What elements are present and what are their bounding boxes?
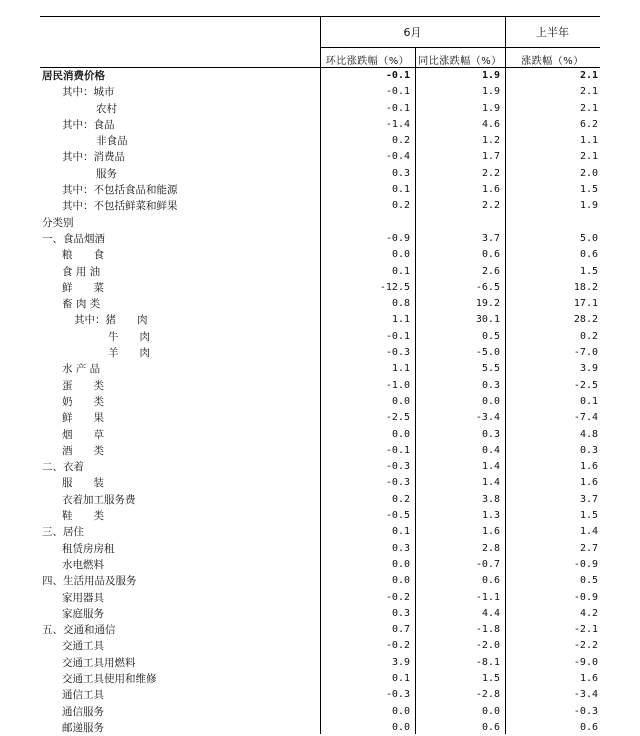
mom-value: 0.1 [391,526,410,538]
yoy-value: 0.5 [481,330,500,342]
table-row [0,622,640,638]
yoy-value: 4.4 [481,607,500,619]
mom-value: 0.7 [391,624,410,636]
half-year-value: 1.5 [579,184,598,196]
yoy-column-header: 同比涨跌幅（%） [418,56,502,67]
half-year-value: -2.5 [573,379,598,391]
mom-value: 0.1 [391,672,410,684]
mom-value: -0.1 [385,444,410,456]
half-year-value: 0.2 [579,330,598,342]
mom-value: -2.5 [385,412,410,424]
mom-value: 0.2 [391,493,410,505]
mom-value: -0.3 [385,347,410,359]
yoy-value: 1.6 [481,184,500,196]
half-year-value: 2.1 [579,86,598,98]
row-label: 畜 肉 类 [62,298,101,311]
half-year-value: 5.0 [579,232,598,244]
half-year-value: 0.6 [579,249,598,261]
yoy-value: 0.6 [481,575,500,587]
row-label: 五、交通和通信 [42,624,116,637]
mom-value: -1.0 [385,379,410,391]
yoy-value: 0.6 [481,249,500,261]
table-row [0,296,640,312]
half-year-value: 0.6 [579,721,598,733]
yoy-value: 1.9 [481,86,500,98]
half-year-value: 1.6 [579,461,598,473]
table-row [0,247,640,263]
mom-value: 0.3 [391,542,410,554]
table-row [0,215,640,231]
mom-value: 0.3 [391,607,410,619]
table-row [0,394,640,410]
mom-column-header: 环比涨跌幅（%） [325,56,410,67]
row-label: 鲜 菜 [62,281,104,294]
table-row [0,573,640,589]
half-year-value: 2.1 [579,102,598,114]
row-label: 家庭服务 [62,607,104,620]
yoy-value: -6.5 [475,281,500,293]
row-label: 食 用 油 [62,265,101,278]
row-label: 奶 类 [62,395,104,408]
yoy-value: 3.8 [481,493,500,505]
yoy-value: 0.0 [481,395,500,407]
table-row [0,475,640,491]
table-body [0,68,640,736]
table-row [0,264,640,280]
table-row [0,329,640,345]
row-label: 交通工具用燃料 [62,656,136,669]
yoy-value: 1.4 [481,477,500,489]
table-row [0,361,640,377]
mom-value: 0.1 [391,265,410,277]
row-label: 四、生活用品及服务 [42,575,137,588]
table-row [0,427,640,443]
yoy-value: 0.0 [481,705,500,717]
table-row [0,280,640,296]
table-row [0,117,640,133]
mom-value: -0.2 [385,640,410,652]
half-column-header: 涨跌幅（%） [521,56,584,67]
row-label: 鲜 果 [62,412,104,425]
half-year-value: 3.7 [579,493,598,505]
yoy-value: 2.6 [481,265,500,277]
table-row [0,524,640,540]
yoy-value: -8.1 [475,656,500,668]
mom-value: -0.1 [385,86,410,98]
yoy-value: 0.3 [481,428,500,440]
yoy-value: 2.8 [481,542,500,554]
table-row [0,704,640,720]
table-row [0,101,640,117]
row-label: 二、衣着 [42,461,84,474]
mom-value: 0.0 [391,428,410,440]
mom-value: 0.3 [391,167,410,179]
yoy-value: 1.2 [481,135,500,147]
half-year-value: 2.1 [579,70,598,81]
row-label: 邮递服务 [62,721,104,734]
table-row [0,655,640,671]
row-label: 羊 肉 [108,347,150,360]
table-row [0,166,640,182]
table-row [0,508,640,524]
row-label: 其中：不包括食品和能源 [62,184,178,197]
table-row [0,590,640,606]
half-year-value: -3.4 [573,689,598,701]
mom-value: 0.2 [391,200,410,212]
table-row [0,410,640,426]
row-label: 三、居住 [42,526,84,539]
table-row [0,345,640,361]
table-row [0,149,640,165]
yoy-value: -5.0 [475,347,500,359]
row-label: 蛋 类 [62,379,104,392]
table-row [0,541,640,557]
half-year-value: 0.5 [579,575,598,587]
mom-value: 0.0 [391,721,410,733]
half-year-value: 17.1 [573,298,598,310]
half-year-value: 1.6 [579,672,598,684]
half-year-value: 3.9 [579,363,598,375]
yoy-value: 0.3 [481,379,500,391]
yoy-value: -1.8 [475,624,500,636]
half-year-value: 1.5 [579,510,598,522]
table-row [0,198,640,214]
yoy-value: 1.9 [481,70,500,81]
half-year-value: 1.1 [579,135,598,147]
table-row [0,231,640,247]
mom-value: -0.1 [385,102,410,114]
half-year-value: -7.0 [573,347,598,359]
yoy-value: 2.2 [481,167,500,179]
table-row [0,84,640,100]
yoy-value: 1.3 [481,510,500,522]
row-label: 其中：食品 [62,118,115,131]
mom-value: 0.1 [391,184,410,196]
month-header: 6月 [403,26,422,39]
yoy-value: 30.1 [475,314,500,326]
half-year-value: 6.2 [579,118,598,130]
half-year-value: 2.7 [579,542,598,554]
table-row [0,133,640,149]
row-label: 服务 [96,167,117,180]
row-label: 其中：不包括鲜菜和鲜果 [62,200,178,213]
yoy-value: 4.6 [481,118,500,130]
row-label: 租赁房房租 [62,542,115,555]
row-label: 酒 类 [62,444,104,457]
mom-value: 1.1 [391,314,410,326]
row-label: 衣着加工服务费 [62,493,136,506]
table-row [0,378,640,394]
table-row [0,443,640,459]
mom-value: -0.3 [385,461,410,473]
half-year-value: 1.6 [579,477,598,489]
half-year-value: -9.0 [573,656,598,668]
row-label: 家用器具 [62,591,104,604]
row-label: 烟 草 [62,428,104,441]
row-label: 分类别 [42,216,74,229]
half-year-value: 1.4 [579,526,598,538]
half-year-value: -2.1 [573,624,598,636]
row-label: 通信服务 [62,705,104,718]
half-year-value: -0.9 [573,558,598,570]
mom-value: -0.1 [385,70,410,81]
yoy-value: 0.6 [481,721,500,733]
table-row [0,557,640,573]
table-row [0,68,640,84]
yoy-value: -0.7 [475,558,500,570]
half-year-value: 0.3 [579,444,598,456]
table-row [0,182,640,198]
table-row [0,312,640,328]
row-label: 居民消费价格 [42,70,105,82]
yoy-value: 2.2 [481,200,500,212]
half-year-value: 4.8 [579,428,598,440]
mom-value: -0.2 [385,591,410,603]
mom-value: 0.0 [391,249,410,261]
half-year-header: 上半年 [536,26,569,39]
yoy-value: -1.1 [475,591,500,603]
row-label: 水电燃料 [62,558,104,571]
yoy-value: 0.4 [481,444,500,456]
mom-value: 0.0 [391,705,410,717]
mom-value: -0.9 [385,232,410,244]
mom-value: 3.9 [391,656,410,668]
mom-value: -0.1 [385,330,410,342]
row-label: 农村 [96,102,117,115]
table-row [0,492,640,508]
table-row [0,687,640,703]
row-label: 水 产 品 [62,363,101,376]
yoy-value: 1.6 [481,526,500,538]
yoy-value: 1.4 [481,461,500,473]
mom-value: 0.0 [391,558,410,570]
row-label: 其中：消费品 [62,151,125,164]
row-label: 非食品 [96,135,128,148]
half-year-value: -0.3 [573,705,598,717]
yoy-value: -2.0 [475,640,500,652]
row-label: 其中：猪 肉 [74,314,148,327]
half-year-value: -7.4 [573,412,598,424]
table-row [0,638,640,654]
yoy-value: 1.7 [481,151,500,163]
half-year-value: 2.0 [579,167,598,179]
yoy-value: -2.8 [475,689,500,701]
table-row [0,606,640,622]
half-year-value: 18.2 [573,281,598,293]
mom-value: 0.0 [391,395,410,407]
half-year-value: 2.1 [579,151,598,163]
row-label: 其中：城市 [62,86,115,99]
half-year-value: -2.2 [573,640,598,652]
mom-value: 0.8 [391,298,410,310]
mom-value: -1.4 [385,118,410,130]
yoy-value: 5.5 [481,363,500,375]
half-year-value: 28.2 [573,314,598,326]
yoy-value: 1.5 [481,672,500,684]
mom-value: -0.3 [385,689,410,701]
half-year-value: 1.9 [579,200,598,212]
mom-value: -0.5 [385,510,410,522]
row-label: 粮 食 [62,249,104,262]
row-label: 交通工具使用和维修 [62,672,157,685]
yoy-value: 1.9 [481,102,500,114]
mom-value: -12.5 [379,281,410,293]
row-label: 通信工具 [62,689,104,702]
row-label: 一、食品烟酒 [42,232,105,245]
yoy-value: 3.7 [481,232,500,244]
row-label: 鞋 类 [62,510,104,523]
mom-value: 0.2 [391,135,410,147]
half-year-value: -0.9 [573,591,598,603]
half-year-value: 4.2 [579,607,598,619]
table-row [0,671,640,687]
half-year-value: 0.1 [579,395,598,407]
row-label: 服 装 [62,477,104,490]
row-label: 交通工具 [62,640,104,653]
row-label: 牛 肉 [108,330,150,343]
mom-value: -0.3 [385,477,410,489]
half-year-value: 1.5 [579,265,598,277]
mom-value: -0.4 [385,151,410,163]
table-row [0,459,640,475]
mom-value: 1.1 [391,363,410,375]
mom-value: 0.0 [391,575,410,587]
yoy-value: -3.4 [475,412,500,424]
header-mid-rule [320,47,600,48]
yoy-value: 19.2 [475,298,500,310]
